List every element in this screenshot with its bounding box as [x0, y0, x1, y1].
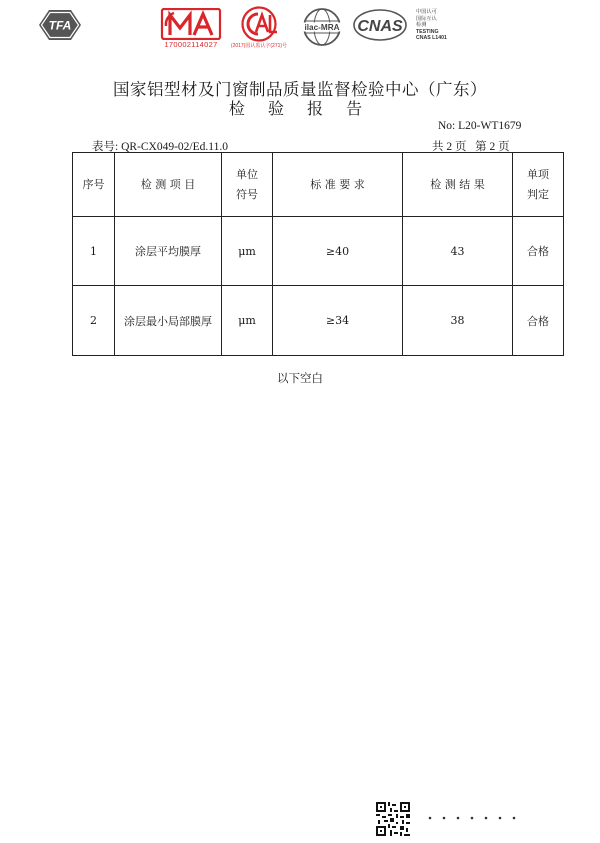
cell-judgment: 合格 — [513, 217, 564, 286]
ilac-mra-text: ilac-MRA — [304, 23, 340, 33]
cell-unit: μm — [222, 217, 273, 286]
cell-item: 涂层最小局部膜厚 — [115, 286, 222, 356]
cell-seq: 2 — [73, 286, 115, 356]
signature-dots — [426, 813, 522, 823]
qr-code — [376, 802, 410, 836]
table-header-row — [73, 153, 564, 217]
header-seq: 序号 — [73, 153, 115, 217]
cma-logo — [158, 8, 224, 52]
page-count: 共 2 页 第 2 页 — [432, 141, 510, 153]
cell-judgment: 合格 — [513, 286, 564, 356]
cnas-side-text: 中国认可 国际互认 检测 TESTING CNAS L1401 — [416, 9, 447, 41]
cal-logo — [228, 6, 290, 52]
table-row — [73, 217, 564, 286]
header-unit: 单位 符号 — [222, 153, 273, 217]
cal-number: (2017)国认监认字(271)号 — [230, 43, 288, 49]
report-title: 国家铝型材及门窗制品质量监督检验中心（广东） — [113, 80, 487, 99]
cell-standard: ≥40 — [273, 217, 403, 286]
tfa-logo-text: TFA — [48, 18, 72, 33]
header-item: 检 测 项 目 — [115, 153, 222, 217]
cell-seq: 1 — [73, 217, 115, 286]
report-number: No: L20-WT1679 — [438, 120, 522, 132]
cell-standard: ≥34 — [273, 286, 403, 356]
cma-number: 170002114027 — [164, 40, 218, 49]
form-number: 表号: QR-CX049-02/Ed.11.0 — [92, 141, 228, 153]
header-judgment: 单项 判定 — [513, 153, 564, 217]
report-subtitle: 检 验 报 告 — [228, 99, 372, 118]
header-standard: 标 准 要 求 — [273, 153, 403, 217]
cnas-text: CNAS — [357, 18, 403, 35]
cnas-logo — [352, 8, 448, 48]
tfa-logo — [38, 9, 82, 41]
cell-result: 38 — [403, 286, 513, 356]
header-result: 检 测 结 果 — [403, 153, 513, 217]
blank-below-note: 以下空白 — [277, 371, 323, 385]
cell-unit: μm — [222, 286, 273, 356]
cell-item: 涂层平均膜厚 — [115, 217, 222, 286]
ilac-mra-logo — [297, 7, 347, 47]
cell-result: 43 — [403, 217, 513, 286]
table-row — [73, 286, 564, 356]
results-table — [72, 152, 564, 356]
